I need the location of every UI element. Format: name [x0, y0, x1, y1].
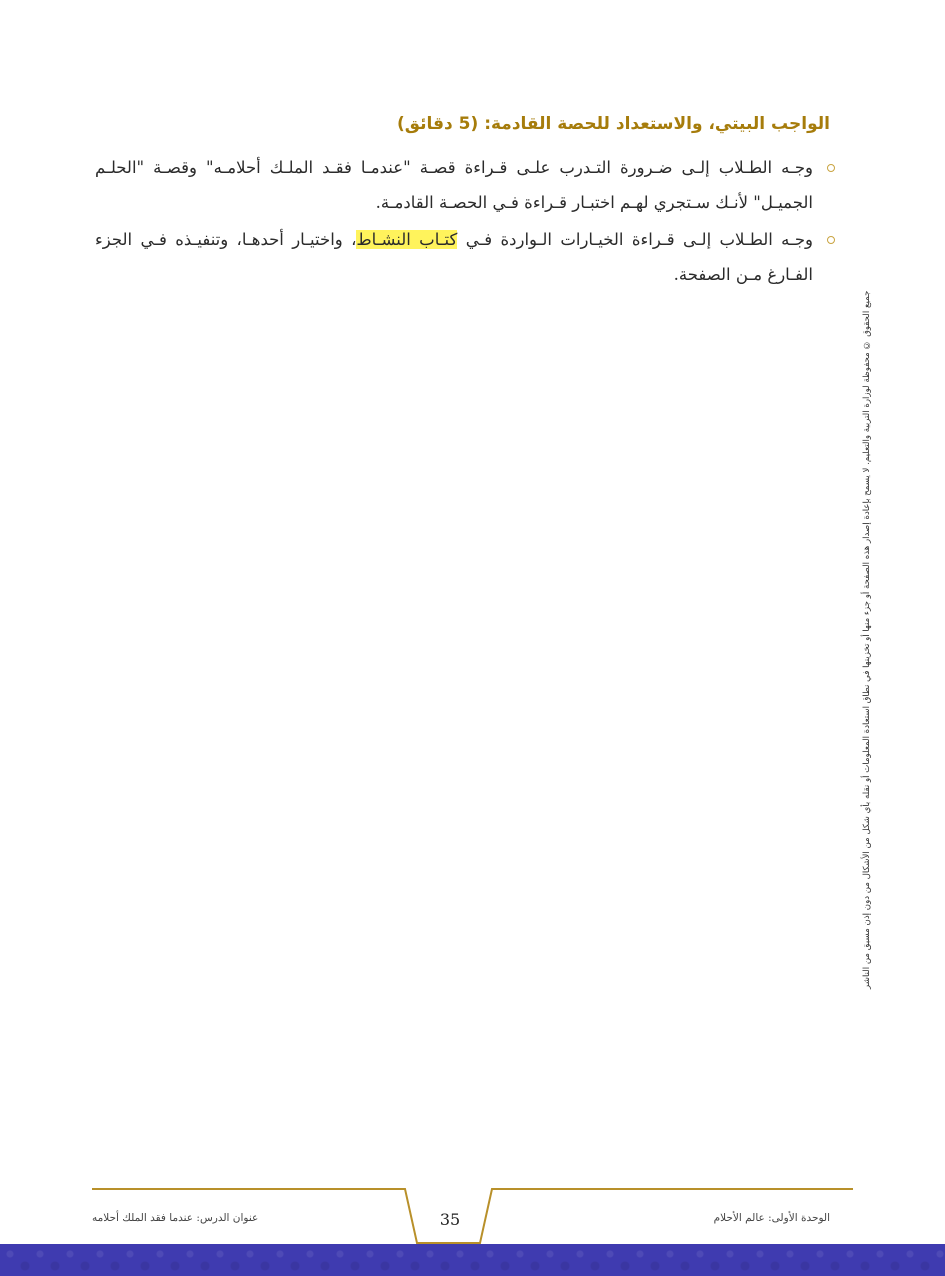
bullet-2-text-before: وجـه الطـلاب إلـى قـراءة الخيـارات الـواردة فـي — [457, 230, 814, 249]
copyright-side-note: جميع الحقوق © محفوظة لوزارة التربية والتعليم. لا يسمح بإعادة إصدار هذه الصفحة أو جزء منها أو تخزينها في نطاق استعادة المعلومات أو نقله بأي شكل من الأشكال من دون إذن مسبق من الناشر — [862, 290, 872, 990]
bullet-list — [95, 150, 835, 294]
decorative-bottom-band — [0, 1244, 945, 1276]
bullet-2-text-after: ، واختيـار أحدهـا، وتنفيـذه فـي الجزء الفـارغ مـن الصفحة. — [95, 230, 813, 284]
page-number: 35 — [439, 1210, 461, 1229]
bullet-circle-icon — [827, 164, 835, 172]
bullet-item-2 — [95, 222, 835, 292]
footer-lesson-title: عنوان الدرس: عندما فقد الملك أحلامه — [92, 1212, 259, 1224]
footer-unit-title: الوحدة الأولى: عالم الأحلام — [713, 1212, 830, 1224]
bullet-item-1 — [95, 150, 835, 220]
section-heading: الواجب البيتي، والاستعداد للحصة القادمة: (5 دقائق) — [397, 114, 830, 134]
highlighted-activity-book: كتـاب النشـاط — [356, 230, 458, 249]
bullet-1-text: وجـه الطـلاب إلـى ضـرورة التـدرب علـى قـراءة قصـة "عندمـا فقـد الملـك أحلامـه" وقصـة "الحلـم الجميـل" لأنـك سـتجري لهـم اختبـار قـراءة فـي الحصـة القادمـة. — [95, 158, 813, 212]
bullet-circle-icon — [827, 236, 835, 244]
